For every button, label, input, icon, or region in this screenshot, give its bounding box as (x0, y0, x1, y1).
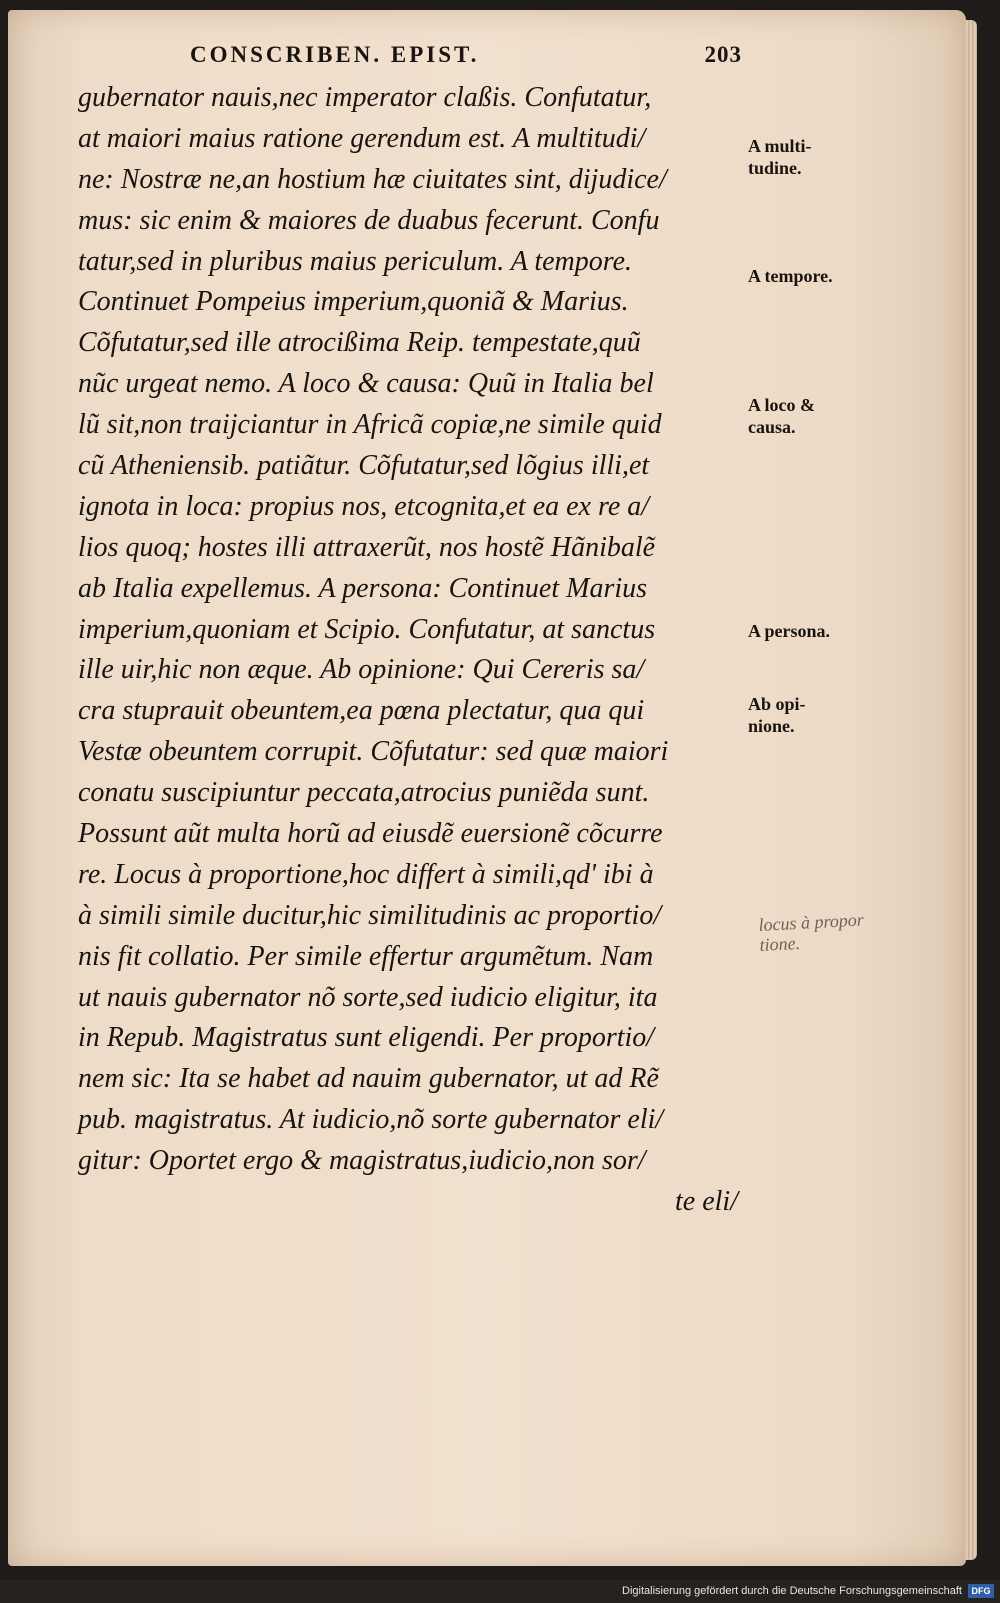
margin-note-line: A loco & (748, 395, 815, 415)
margin-note-line: causa. (748, 417, 796, 437)
text-line: tatur,sed in pluribus maius periculum. A tempore. (78, 245, 633, 277)
text-line: Possunt aũt multa horũ ad eiusdẽ euersionẽ cõcurre (78, 818, 663, 850)
page-edge (965, 20, 977, 1560)
body-text (78, 78, 738, 1223)
margin-note-line: A persona. (748, 621, 831, 641)
text-line: ille uir,hic non æque. Ab opinione: Qui Cereris sa/ (78, 654, 645, 686)
text-line: nũc urgeat nemo. A loco & causa: Quũ in Italia bel (78, 368, 654, 400)
text-line: Vestæ obeuntem corrupit. Cõfutatur: sed quæ maiori (78, 736, 669, 768)
digitization-footer (0, 1580, 1000, 1603)
text-line: conatu suscipiuntur peccata,atrocius puniẽda sunt. (78, 777, 650, 809)
margin-note-line: Ab opi- (748, 694, 806, 714)
handwritten-line: locus à propor (758, 909, 865, 935)
text-line: lios quoq; hostes illi attraxerũt, nos hostẽ Hãnibalẽ (78, 531, 656, 563)
margin-note-tempore (748, 265, 868, 287)
text-line: mus: sic enim & maiores de duabus fecerunt. Confu (78, 204, 660, 236)
dfg-logo: DFG (968, 1584, 994, 1598)
text-line: ignota in loca: propius nos, etcognita,et ea ex re a/ (78, 490, 650, 522)
text-line: Continuet Pompeius imperium,quoniã & Marius. (78, 286, 629, 318)
text-line: cra stuprauit obeuntem,ea pœna plectatur, qua qui (78, 695, 645, 727)
text-line: cũ Atheniensib. patiãtur. Cõfutatur,sed lõgius illi,et (78, 450, 650, 482)
text-line: re. Locus à proportione,hoc differt à simili,qd' ibi à (78, 858, 654, 890)
margin-note-loco-causa (748, 394, 868, 438)
margin-note-line: A multi- (748, 136, 812, 156)
margin-note-line: nione. (748, 716, 795, 736)
text-line: Cõfutatur,sed ille atrocißima Reip. tempestate,quũ (78, 327, 641, 359)
margin-note-line: A tempore. (748, 266, 833, 286)
handwritten-line: tione. (759, 932, 801, 955)
running-title: CONSCRIBEN. EPIST. (190, 42, 480, 67)
text-line: gubernator nauis,nec imperator claßis. Confutatur, (78, 82, 652, 113)
page-number: 203 (704, 42, 742, 67)
margin-note-line: tudine. (748, 158, 802, 178)
text-line: pub. magistratus. At iudicio,nõ sorte gubernator eli/ (78, 1104, 664, 1136)
margin-note-multitudine (748, 135, 868, 179)
text-line: à simili simile ducitur,hic similitudinis ac proportio/ (78, 899, 662, 931)
margin-note-persona (748, 620, 868, 642)
text-line: ne: Nostræ ne,an hostium hæ ciuitates sint, dijudice/ (78, 163, 667, 195)
running-head (190, 42, 742, 78)
text-line: gitur: Oportet ergo & magistratus,iudicio,non sor/ (78, 1145, 646, 1177)
text-line: ut nauis gubernator nõ sorte,sed iudicio eligitur, ita (78, 981, 658, 1013)
text-line: at maiori maius ratione gerendum est. A multitudi/ (78, 122, 646, 154)
text-line: lũ sit,non traijciantur in Africã copiæ,ne simile quid (78, 409, 662, 441)
text-line: ab Italia expellemus. A persona: Continuet Marius (78, 572, 648, 604)
text-line: imperium,quoniam et Scipio. Confutatur, at sanctus (78, 613, 656, 645)
margin-note-opinione (748, 693, 868, 737)
funding-credit: Digitalisierung gefördert durch die Deutsche Forschungsgemeinschaft (622, 1585, 962, 1597)
text-line: nis fit collatio. Per simile effertur argumẽtum. Nam (78, 940, 654, 972)
text-line: in Repub. Magistratus sunt eligendi. Per proportio/ (78, 1022, 655, 1054)
text-line: nem sic: Ita se habet ad nauim gubernator, ut ad Rẽ (78, 1063, 659, 1095)
catchword: te eli/ (675, 1186, 738, 1218)
